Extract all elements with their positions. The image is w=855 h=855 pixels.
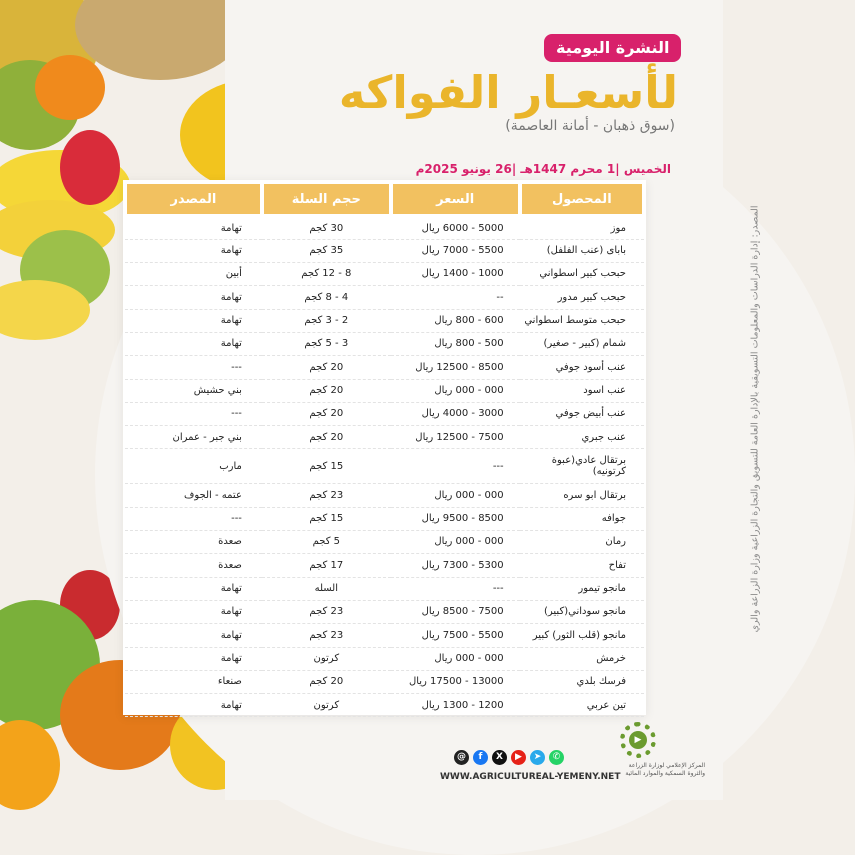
price-cell: -- — [391, 286, 520, 309]
table-row — [125, 449, 644, 484]
basket-size-cell: كرتون — [262, 647, 391, 670]
table-row — [125, 577, 644, 600]
source-cell: عتمه - الجوف — [125, 484, 262, 507]
basket-size-cell: 2 - 3 كجم — [262, 309, 391, 332]
price-cell: 7500 - 12500 ريال — [391, 426, 520, 449]
product-cell: تين عربي — [520, 694, 644, 717]
product-cell: مانجو (قلب الثور) كبير — [520, 624, 644, 647]
threads-icon[interactable]: @ — [454, 750, 469, 765]
source-cell: تهامة — [125, 332, 262, 355]
product-cell: فرسك بلدي — [520, 670, 644, 693]
basket-size-cell: 3 - 5 كجم — [262, 332, 391, 355]
logo-text: المركز الإعلامي لوزارة الزراعة والثروة السمكية والموارد المائية — [625, 762, 705, 777]
date-line: الخميس |1 محرم 1447هـ |26 يونيو 2025م — [415, 162, 671, 176]
market-subtitle: (سوق ذهبان - أمانة العاصمة) — [505, 118, 675, 134]
play-icon: ▶ — [629, 731, 647, 749]
product-cell: حبحب متوسط اسطواني — [520, 309, 644, 332]
table-row — [125, 216, 644, 239]
source-cell: تهامة — [125, 309, 262, 332]
source-cell: --- — [125, 507, 262, 530]
source-cell: --- — [125, 402, 262, 425]
basket-size-cell: 20 كجم — [262, 379, 391, 402]
product-cell: عنب أسود جوفي — [520, 356, 644, 379]
source-cell: تهامة — [125, 286, 262, 309]
table-row — [125, 600, 644, 623]
website-link[interactable]: WWW.AGRICULTUREAL-YEMENY.NET — [440, 772, 621, 782]
table-row — [125, 286, 644, 309]
price-cell: 1200 - 1300 ريال — [391, 694, 520, 717]
price-cell: 8500 - 12500 ريال — [391, 356, 520, 379]
source-cell: --- — [125, 356, 262, 379]
page-title: لأسعـار الفواكه — [338, 66, 678, 119]
basket-size-cell: 23 كجم — [262, 484, 391, 507]
table-row — [125, 379, 644, 402]
header-source: المصدر — [125, 182, 262, 216]
telegram-icon[interactable]: ➤ — [530, 750, 545, 765]
price-cell: 7500 - 8500 ريال — [391, 600, 520, 623]
basket-size-cell: 23 كجم — [262, 600, 391, 623]
basket-size-cell: 30 كجم — [262, 216, 391, 239]
table-row — [125, 484, 644, 507]
source-cell: مارب — [125, 449, 262, 484]
header-basket-size: حجم السلة — [262, 182, 391, 216]
source-cell: تهامة — [125, 577, 262, 600]
x-icon[interactable]: X — [492, 750, 507, 765]
product-cell: شمام (كبير - صغير) — [520, 332, 644, 355]
price-cell: --- — [391, 577, 520, 600]
basket-size-cell: 4 - 8 كجم — [262, 286, 391, 309]
source-cell: تهامة — [125, 647, 262, 670]
price-cell: 1000 - 1400 ريال — [391, 263, 520, 286]
source-cell: تهامة — [125, 239, 262, 262]
basket-size-cell: 15 كجم — [262, 449, 391, 484]
table-row — [125, 670, 644, 693]
product-cell: مانجو سوداني(كبير) — [520, 600, 644, 623]
product-cell: بابای (عنب الفلفل) — [520, 239, 644, 262]
price-cell: 5300 - 7300 ريال — [391, 554, 520, 577]
table-row — [125, 402, 644, 425]
basket-size-cell: السله — [262, 577, 391, 600]
table-row — [125, 239, 644, 262]
table-row — [125, 263, 644, 286]
basket-size-cell: 20 كجم — [262, 670, 391, 693]
product-cell: عنب اسود — [520, 379, 644, 402]
table-header-row — [125, 182, 644, 216]
source-cell: بني حشيش — [125, 379, 262, 402]
table-row — [125, 309, 644, 332]
basket-size-cell: 5 كجم — [262, 531, 391, 554]
price-cell: 000 - 000 ريال — [391, 647, 520, 670]
table-body — [125, 216, 644, 717]
basket-size-cell: 20 كجم — [262, 356, 391, 379]
product-cell: عنب جبري — [520, 426, 644, 449]
basket-size-cell: 20 كجم — [262, 402, 391, 425]
table-row — [125, 647, 644, 670]
table-row — [125, 624, 644, 647]
source-cell: تهامة — [125, 600, 262, 623]
header-product: المحصول — [520, 182, 644, 216]
table-row — [125, 554, 644, 577]
product-cell: عنب أبيض جوفي — [520, 402, 644, 425]
youtube-icon[interactable]: ▶ — [511, 750, 526, 765]
product-cell: رمان — [520, 531, 644, 554]
table-row — [125, 694, 644, 717]
price-cell: 5000 - 6000 ريال — [391, 216, 520, 239]
basket-size-cell: 15 كجم — [262, 507, 391, 530]
basket-size-cell: كرتون — [262, 694, 391, 717]
daily-bulletin-badge: النشرة اليومية — [544, 34, 681, 62]
price-cell: 3000 - 4000 ريال — [391, 402, 520, 425]
basket-size-cell: 20 كجم — [262, 426, 391, 449]
table-row — [125, 531, 644, 554]
price-cell: 13000 - 17500 ريال — [391, 670, 520, 693]
product-cell: جوافه — [520, 507, 644, 530]
price-table-card — [123, 180, 646, 715]
product-cell: حبحب كبير مدور — [520, 286, 644, 309]
source-note: المصدر: إدارة الدراسات والمعلومات التسويقية بالإدارة العامة للتسويق والتجارة الزراعية وزارة الزراعة والري — [749, 205, 761, 633]
source-cell: أبين — [125, 263, 262, 286]
product-cell: خرمش — [520, 647, 644, 670]
ministry-logo — [610, 722, 705, 782]
price-cell: 000 - 000 ريال — [391, 484, 520, 507]
whatsapp-icon[interactable]: ✆ — [549, 750, 564, 765]
basket-size-cell: 8 - 12 كجم — [262, 263, 391, 286]
header-price: السعر — [391, 182, 520, 216]
price-cell: 500 - 800 ريال — [391, 332, 520, 355]
social-links — [454, 750, 564, 765]
product-cell: موز — [520, 216, 644, 239]
source-cell: صعدة — [125, 554, 262, 577]
product-cell: مانجو تيمور — [520, 577, 644, 600]
price-cell: 600 - 800 ريال — [391, 309, 520, 332]
price-cell: 000 - 000 ريال — [391, 531, 520, 554]
basket-size-cell: 35 كجم — [262, 239, 391, 262]
source-cell: تهامة — [125, 216, 262, 239]
product-cell: تفاح — [520, 554, 644, 577]
table-row — [125, 332, 644, 355]
price-table — [123, 180, 646, 717]
table-row — [125, 426, 644, 449]
price-cell: 000 - 000 ريال — [391, 379, 520, 402]
source-cell: بني جبر - عمران — [125, 426, 262, 449]
price-cell: 5500 - 7000 ريال — [391, 239, 520, 262]
facebook-icon[interactable]: f — [473, 750, 488, 765]
basket-size-cell: 17 كجم — [262, 554, 391, 577]
table-row — [125, 356, 644, 379]
basket-size-cell: 23 كجم — [262, 624, 391, 647]
product-cell: حبحب كبير اسطواني — [520, 263, 644, 286]
price-cell: --- — [391, 449, 520, 484]
product-cell: برتقال ابو سره — [520, 484, 644, 507]
table-row — [125, 507, 644, 530]
product-cell: برتقال عادي(عبوة كرتونيه) — [520, 449, 644, 484]
source-cell: تهامة — [125, 624, 262, 647]
source-cell: تهامة — [125, 694, 262, 717]
source-cell: صعدة — [125, 531, 262, 554]
price-cell: 5500 - 7500 ريال — [391, 624, 520, 647]
source-cell: صنعاء — [125, 670, 262, 693]
price-cell: 8500 - 9500 ريال — [391, 507, 520, 530]
